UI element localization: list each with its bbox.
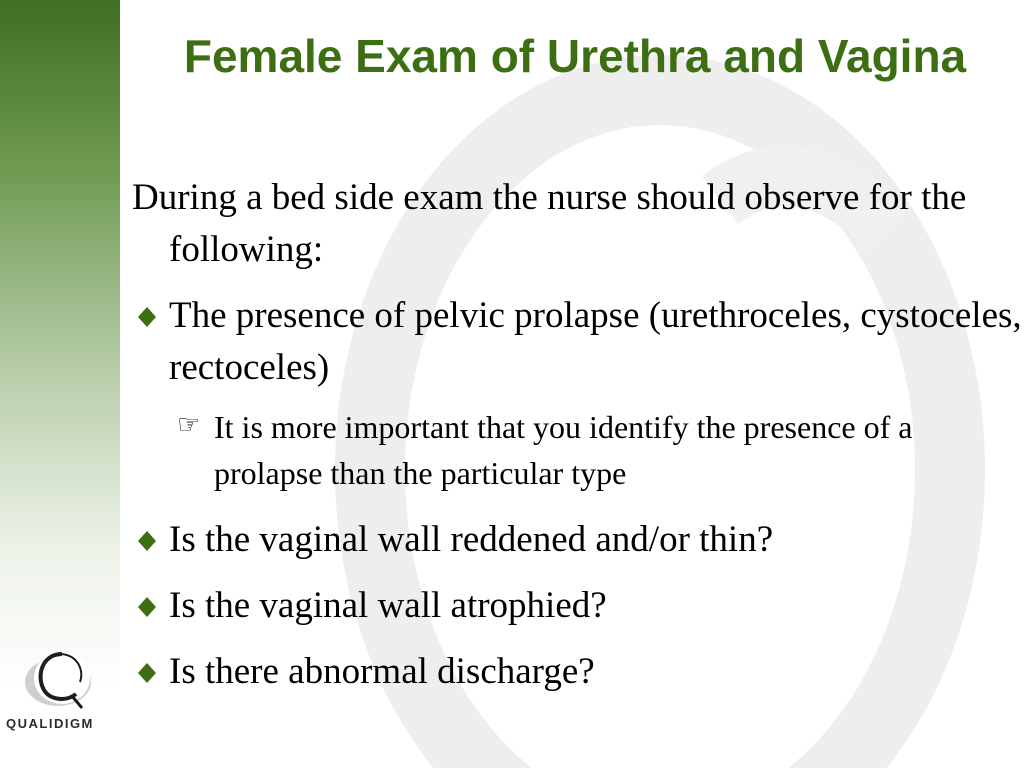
bullet-item-pelvic-prolapse xyxy=(132,290,1022,394)
slide-title: Female Exam of Urethra and Vagina xyxy=(183,30,967,82)
pointing-hand-icon: ☞ xyxy=(177,410,201,440)
intro-text: During a bed side exam the nurse should observe for the following: xyxy=(132,177,967,270)
diamond-bullet-icon xyxy=(132,663,162,683)
bullet-item-abnormal-discharge xyxy=(132,646,1022,698)
bullet-text: The presence of pelvic prolapse (urethroceles, cystoceles, rectoceles) xyxy=(169,295,1022,388)
slide-body xyxy=(132,172,1022,712)
qualidigm-logo xyxy=(6,646,124,738)
qualidigm-q-logo-icon xyxy=(18,646,104,712)
sub-bullet-text: It is more important that you identify the presence of a prolapse than the particular type xyxy=(214,409,913,491)
bullet-item-vaginal-wall-reddened xyxy=(132,514,1022,566)
bullet-text: Is there abnormal discharge? xyxy=(169,651,595,692)
diamond-bullet-icon xyxy=(132,307,162,327)
bullet-item-vaginal-wall-atrophied xyxy=(132,580,1022,632)
diamond-bullet-icon xyxy=(132,597,162,617)
bullet-text: Is the vaginal wall atrophied? xyxy=(169,585,607,626)
logo-text: QUALIDIGM xyxy=(6,716,94,731)
diamond-bullet-icon xyxy=(132,531,162,551)
bullet-text: Is the vaginal wall reddened and/or thin? xyxy=(169,519,774,560)
sub-bullet-item xyxy=(177,404,1022,496)
